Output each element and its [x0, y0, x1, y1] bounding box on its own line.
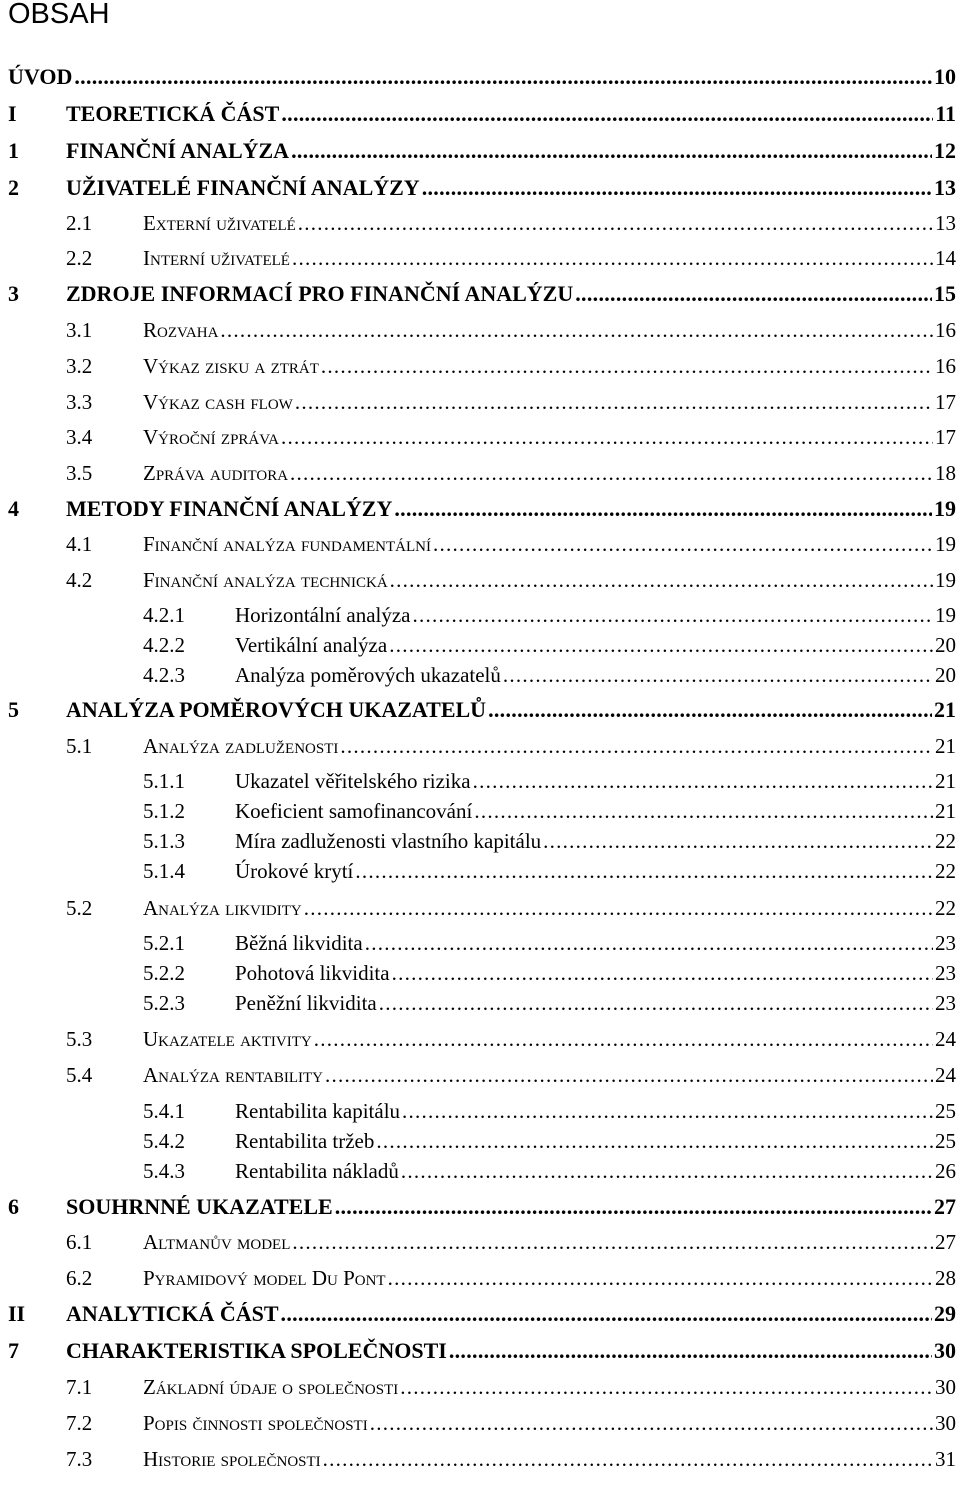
- toc-entry-title: Pyramidový model Du Pont: [143, 1266, 386, 1290]
- toc-entry[interactable]: [0, 764, 960, 794]
- toc-entry-page: 22: [935, 859, 956, 883]
- toc-entry-title: Altmanův model: [143, 1230, 291, 1254]
- toc-entry[interactable]: [0, 60, 960, 90]
- toc-entry-title: Koeficient samofinancování: [235, 799, 473, 823]
- toc-entry-page: 22: [935, 829, 956, 853]
- toc-entry-title: Interní uživatelé: [143, 246, 290, 270]
- dot-leader: [365, 930, 933, 956]
- dot-leader: [390, 567, 933, 593]
- toc-entry-page: 13: [934, 175, 956, 200]
- toc-entry-page: 27: [935, 1230, 956, 1254]
- toc-entry-page: 19: [935, 568, 956, 592]
- toc-entry-number: 1: [8, 138, 19, 163]
- toc-entry-title: Míra zadluženosti vlastního kapitálu: [235, 829, 542, 853]
- toc-entry[interactable]: [0, 277, 960, 307]
- toc-entry-page: 19: [934, 496, 956, 521]
- toc-entry-number: I: [8, 101, 17, 126]
- toc-entry[interactable]: [0, 134, 960, 164]
- toc-entry[interactable]: [0, 1124, 960, 1154]
- toc-entry-title: Rozvaha: [143, 318, 219, 342]
- toc-entry-page: 23: [935, 961, 956, 985]
- toc-entry[interactable]: [0, 891, 960, 921]
- toc-entry-number: 5.4.3: [143, 1159, 185, 1183]
- dot-leader: [281, 424, 933, 450]
- toc-entry[interactable]: [0, 97, 960, 127]
- toc-entry[interactable]: [0, 956, 960, 986]
- toc-entry-number: 7.1: [66, 1375, 93, 1399]
- toc-entry-title: Finanční analýza technická: [143, 568, 388, 592]
- toc-entry-number: 5.2.1: [143, 931, 185, 955]
- toc-entry[interactable]: [0, 456, 960, 486]
- toc-entry-number: 5.1: [66, 734, 93, 758]
- toc-entry-number: 3.2: [66, 354, 93, 378]
- toc-entry-title: Rentabilita nákladů: [235, 1159, 399, 1183]
- toc-entry-number: 5.2.2: [143, 961, 185, 985]
- toc-entry-title: Finanční analýza fundamentální: [143, 532, 431, 556]
- toc-entry-page: 20: [935, 633, 956, 657]
- toc-entry-page: 22: [935, 896, 956, 920]
- dot-leader: [321, 353, 933, 379]
- toc-entry-title: Rentabilita kapitálu: [235, 1099, 401, 1123]
- toc-entry-title: Výroční zpráva: [143, 425, 279, 449]
- toc-entry-title: Analýza likvidity: [143, 896, 302, 920]
- toc-entry-page: 24: [935, 1063, 956, 1087]
- dot-leader: [394, 496, 932, 522]
- toc-entry[interactable]: [0, 241, 960, 271]
- dot-leader: [400, 1374, 933, 1400]
- dot-leader: [402, 1098, 933, 1124]
- toc-entry-number: 4.1: [66, 532, 93, 556]
- toc-entry-page: 17: [935, 425, 956, 449]
- toc-entry-page: 14: [935, 246, 956, 270]
- toc-entry-number: 3: [8, 281, 19, 306]
- toc-entry[interactable]: [0, 1406, 960, 1436]
- dot-leader: [292, 245, 933, 271]
- dot-leader: [488, 697, 932, 723]
- dot-leader: [379, 990, 933, 1016]
- toc-entry[interactable]: [0, 986, 960, 1016]
- dot-leader: [325, 1062, 933, 1088]
- toc-entry-page: 12: [934, 138, 956, 163]
- dot-leader: [335, 1194, 932, 1220]
- dot-leader: [281, 1301, 932, 1327]
- toc-entry-number: 3.3: [66, 390, 93, 414]
- page-title: OBSAH: [8, 0, 110, 30]
- toc-entry-page: 28: [935, 1266, 956, 1290]
- dot-leader: [401, 1158, 933, 1184]
- toc-entry-title: SOUHRNNÉ UKAZATELE: [66, 1194, 333, 1219]
- toc-entry-number: 2.2: [66, 246, 93, 270]
- dot-leader: [422, 175, 932, 201]
- toc-entry-number: 7.3: [66, 1447, 93, 1471]
- dot-leader: [389, 632, 933, 658]
- toc-entry-number: 2: [8, 175, 19, 200]
- toc-entry-page: 26: [935, 1159, 956, 1183]
- toc-entry-title: FINANČNÍ ANALÝZA: [66, 138, 290, 163]
- toc-entry[interactable]: [0, 1442, 960, 1472]
- dot-leader: [298, 210, 933, 236]
- toc-entry-title: Běžná likvidita: [235, 931, 363, 955]
- toc-entry-title: Peněžní likvidita: [235, 991, 377, 1015]
- toc-entry-page: 23: [935, 991, 956, 1015]
- toc-entry-page: 30: [935, 1375, 956, 1399]
- toc-entry-page: 15: [934, 281, 956, 306]
- toc-entry-title: Pohotová likvidita: [235, 961, 390, 985]
- toc-entry-number: 5.1.4: [143, 859, 185, 883]
- toc-entry-title: Analýza zadluženosti: [143, 734, 339, 758]
- toc-entry[interactable]: [0, 628, 960, 658]
- toc-entry[interactable]: [0, 171, 960, 201]
- toc-entry[interactable]: [0, 854, 960, 884]
- dot-leader: [281, 101, 933, 127]
- toc-entry[interactable]: [0, 1094, 960, 1124]
- toc-entry[interactable]: [0, 658, 960, 688]
- dot-leader: [295, 389, 933, 415]
- toc-entry-title: Ukazatel věřitelského rizika: [235, 769, 471, 793]
- toc-entry-number: 5.4.1: [143, 1099, 185, 1123]
- dot-leader: [355, 858, 933, 884]
- dot-leader: [314, 1026, 933, 1052]
- toc-entry-number: 3.4: [66, 425, 93, 449]
- toc-entry-number: 5.1.1: [143, 769, 185, 793]
- toc-entry-number: 5.4.2: [143, 1129, 185, 1153]
- toc-entry-page: 18: [935, 461, 956, 485]
- dot-leader: [388, 1265, 933, 1291]
- toc-entry-page: 25: [935, 1129, 956, 1153]
- toc-entry-title: Horizontální analýza: [235, 603, 411, 627]
- toc-entry[interactable]: [0, 1297, 960, 1327]
- toc-entry-page: 29: [934, 1301, 956, 1326]
- toc-entry[interactable]: [0, 385, 960, 415]
- toc-entry-number: 5.1.3: [143, 829, 185, 853]
- toc-entry-number: 5.1.2: [143, 799, 185, 823]
- toc-entry-title: TEORETICKÁ ČÁST: [66, 101, 280, 126]
- toc-entry[interactable]: [0, 349, 960, 379]
- toc-entry-number: 7.2: [66, 1411, 93, 1435]
- toc-entry-title: ANALÝZA POMĚROVÝCH UKAZATELŮ: [66, 697, 487, 722]
- dot-leader: [340, 733, 933, 759]
- toc-entry-title: CHARAKTERISTIKA SPOLEČNOSTI: [66, 1338, 447, 1363]
- toc-entry-number: 5: [8, 697, 19, 722]
- toc-entry-number: 5.4: [66, 1063, 93, 1087]
- toc-entry-number: 5.3: [66, 1027, 93, 1051]
- toc-entry-page: 16: [935, 354, 956, 378]
- toc-entry[interactable]: [0, 563, 960, 593]
- toc-entry-title: Analýza poměrových ukazatelů: [235, 663, 501, 687]
- toc-entry-number: 2.1: [66, 211, 93, 235]
- toc-entry-page: 17: [935, 390, 956, 414]
- toc-entry-title: Analýza rentability: [143, 1063, 324, 1087]
- dot-leader: [74, 64, 932, 90]
- toc-entry-number: 6.2: [66, 1266, 93, 1290]
- toc-entry-number: 3.5: [66, 461, 93, 485]
- dot-leader: [304, 895, 933, 921]
- toc-entry[interactable]: [0, 206, 960, 236]
- toc-entry-title: Rentabilita tržeb: [235, 1129, 375, 1153]
- toc-entry-title: Úrokové krytí: [235, 859, 354, 883]
- toc-entry-page: 11: [935, 101, 956, 126]
- toc-entry-page: 31: [935, 1447, 956, 1471]
- toc-entry-title: Ukazatele aktivity: [143, 1027, 312, 1051]
- toc-entry-number: 7: [8, 1338, 19, 1363]
- toc-entry-page: 25: [935, 1099, 956, 1123]
- dot-leader: [575, 281, 932, 307]
- toc-entry[interactable]: [0, 1334, 960, 1364]
- toc-entry-page: 19: [935, 603, 956, 627]
- toc-entry-page: 23: [935, 931, 956, 955]
- toc-entry-number: 4: [8, 496, 19, 521]
- dot-leader: [503, 662, 933, 688]
- toc-entry[interactable]: [0, 598, 960, 628]
- dot-leader: [413, 602, 933, 628]
- toc-entry-number: 4.2.2: [143, 633, 185, 657]
- dot-leader: [543, 828, 933, 854]
- toc-entry-page: 21: [935, 734, 956, 758]
- toc-entry-page: 20: [935, 663, 956, 687]
- toc-entry-number: 4.2: [66, 568, 93, 592]
- toc-entry-number: 5.2.3: [143, 991, 185, 1015]
- toc-entry[interactable]: [0, 1225, 960, 1255]
- toc-entry-page: 16: [935, 318, 956, 342]
- toc-entry-page: 13: [935, 211, 956, 235]
- dot-leader: [449, 1338, 932, 1364]
- dot-leader: [291, 138, 932, 164]
- toc-entry-number: 4.2.1: [143, 603, 185, 627]
- toc-entry[interactable]: [0, 527, 960, 557]
- toc-entry[interactable]: [0, 492, 960, 522]
- toc-entry-title: ANALYTICKÁ ČÁST: [66, 1301, 279, 1326]
- toc-entry-title: Základní údaje o společnosti: [143, 1375, 399, 1399]
- toc-entry[interactable]: [0, 1261, 960, 1291]
- toc-entry[interactable]: [0, 1022, 960, 1052]
- toc-entry-title: Vertikální analýza: [235, 633, 388, 657]
- toc-entry-page: 24: [935, 1027, 956, 1051]
- toc-entry-title: Výkaz zisku a ztrát: [143, 354, 319, 378]
- toc-entry-page: 19: [935, 532, 956, 556]
- dot-leader: [292, 1229, 933, 1255]
- toc-entry[interactable]: [0, 1058, 960, 1088]
- toc-entry-number: 5.2: [66, 896, 93, 920]
- toc-entry-title: Historie společnosti: [143, 1447, 321, 1471]
- toc-entry[interactable]: [0, 824, 960, 854]
- toc-entry[interactable]: [0, 729, 960, 759]
- toc-entry[interactable]: [0, 1190, 960, 1220]
- dot-leader: [376, 1128, 933, 1154]
- toc-entry-page: 30: [934, 1338, 956, 1363]
- dot-leader: [323, 1446, 933, 1472]
- toc-entry-title: Výkaz cash flow: [143, 390, 293, 414]
- toc-entry-number: 3.1: [66, 318, 93, 342]
- dot-leader: [370, 1410, 933, 1436]
- toc-entry[interactable]: [0, 693, 960, 723]
- toc-entry-page: 10: [934, 64, 956, 89]
- toc-entry-page: 27: [934, 1194, 956, 1219]
- toc-entry-title: UŽIVATELÉ FINANČNÍ ANALÝZY: [66, 175, 420, 200]
- toc-entry[interactable]: [0, 1154, 960, 1184]
- dot-leader: [290, 460, 933, 486]
- dot-leader: [220, 317, 933, 343]
- toc-entry-title: METODY FINANČNÍ ANALÝZY: [66, 496, 393, 521]
- toc-entry-title: Zpráva auditora: [143, 461, 289, 485]
- dot-leader: [392, 960, 933, 986]
- toc-entry-number: 6: [8, 1194, 19, 1219]
- toc-entry-title: Externí uživatelé: [143, 211, 296, 235]
- toc-entry[interactable]: [0, 1370, 960, 1400]
- toc-entry-title: ÚVOD: [8, 64, 73, 89]
- toc-entry[interactable]: [0, 313, 960, 343]
- toc-entry-page: 30: [935, 1411, 956, 1435]
- toc-entry-number: II: [8, 1301, 26, 1326]
- toc-entry[interactable]: [0, 794, 960, 824]
- dot-leader: [473, 768, 933, 794]
- toc-entry-number: 6.1: [66, 1230, 93, 1254]
- toc-entry-number: 4.2.3: [143, 663, 185, 687]
- toc-entry-title: ZDROJE INFORMACÍ PRO FINANČNÍ ANALÝZU: [66, 281, 574, 306]
- dot-leader: [474, 798, 933, 824]
- toc-entry-title: Popis činnosti společnosti: [143, 1411, 368, 1435]
- toc-entry-page: 21: [935, 799, 956, 823]
- toc-entry[interactable]: [0, 420, 960, 450]
- dot-leader: [433, 531, 933, 557]
- toc-entry-page: 21: [934, 697, 956, 722]
- toc-entry-page: 21: [935, 769, 956, 793]
- toc-entry[interactable]: [0, 926, 960, 956]
